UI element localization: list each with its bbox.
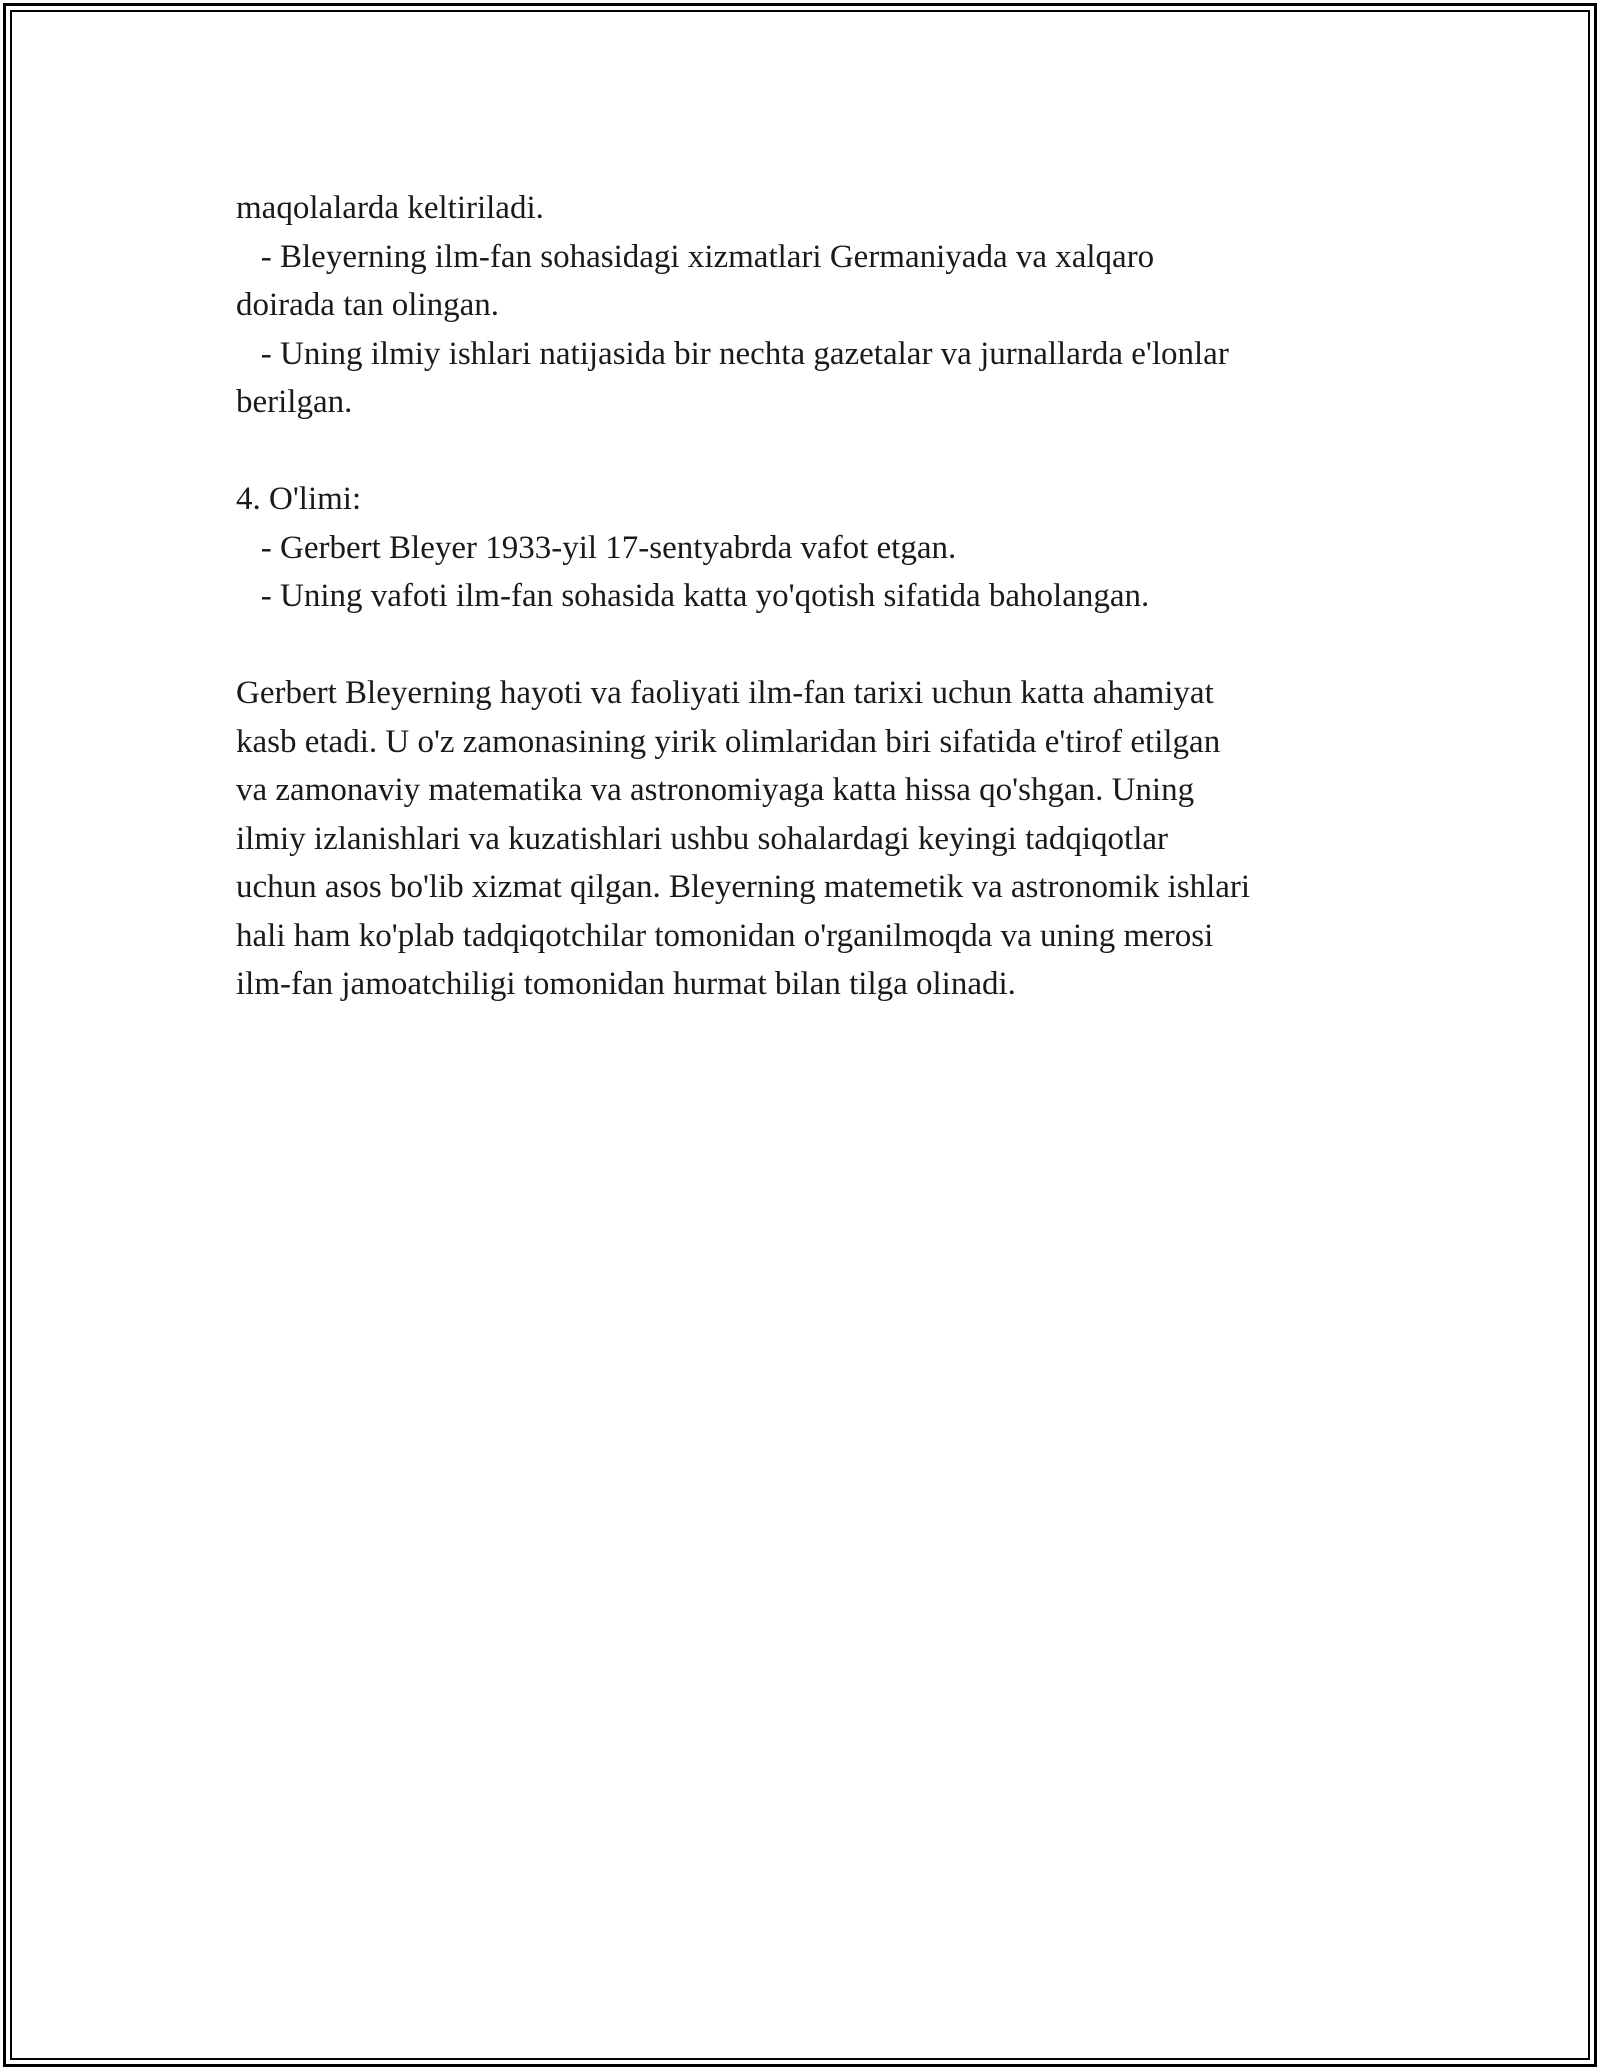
- paragraph-line: ilmiy izlanishlari va kuzatishlari ushbu sohalardagi keyingi tadqiqotlar: [236, 820, 1169, 857]
- section-heading: 4. O'limi:: [236, 481, 362, 517]
- paragraph-line: uchun asos bo'lib xizmat qilgan. Bleyerning matemetik va astronomik ishlari: [236, 869, 1251, 905]
- bullet-item: - Uning vafoti ilm-fan sohasida katta yo'qotish sifatida baholangan.: [236, 578, 1150, 614]
- text-line: berilgan.: [236, 384, 353, 420]
- text-line: maqolalarda keltiriladi.: [236, 190, 544, 226]
- bullet-item: - Bleyerning ilm-fan sohasidagi xizmatlari Germaniyada va xalqaro: [236, 238, 1155, 275]
- spacer: [236, 621, 1416, 670]
- paragraph-line: ilm-fan jamoatchiligi tomonidan hurmat bilan tilga olinadi.: [236, 966, 1016, 1002]
- spacer: [236, 427, 1416, 476]
- paragraph-line: va zamonaviy matematika va astronomiyaga katta hissa qo'shgan. Uning: [236, 772, 1195, 808]
- text-line: doirada tan olingan.: [236, 287, 500, 323]
- bullet-item: - Uning ilmiy ishlari natijasida bir nechta gazetalar va jurnallarda e'lonlar: [236, 335, 1229, 372]
- paragraph-line: Gerbert Bleyerning hayoti va faoliyati ilm-fan tarixi uchun katta ahamiyat: [236, 675, 1214, 711]
- bullet-item: - Gerbert Bleyer 1933-yil 17-sentyabrda vafot etgan.: [236, 529, 957, 566]
- paragraph-line: kasb etadi. U o'z zamonasining yirik olimlaridan biri sifatida e'tirof etilgan: [236, 723, 1221, 760]
- document-body: [236, 184, 1416, 1009]
- paragraph-line: hali ham ko'plab tadqiqotchilar tomonidan o'rganilmoqda va uning merosi: [236, 917, 1214, 954]
